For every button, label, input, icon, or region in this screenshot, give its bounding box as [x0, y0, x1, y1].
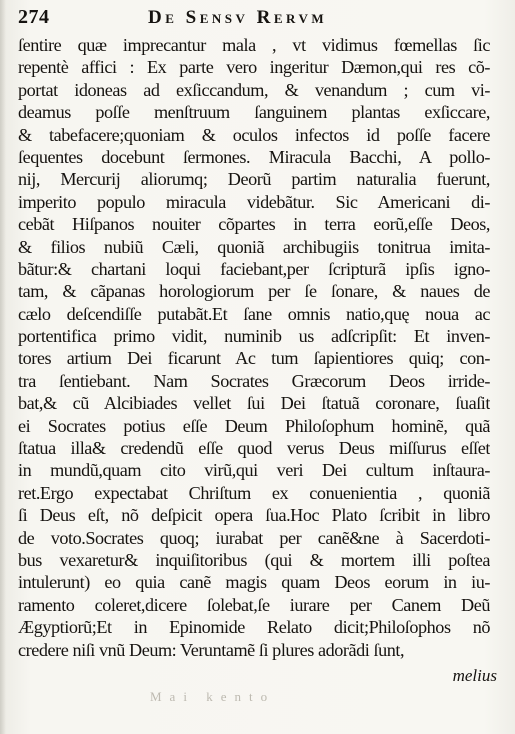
text-line: ſequentes docebunt ſermones. Miracula Bacchi, A pollo- — [18, 146, 490, 167]
running-head: De Sensv Rervm — [148, 7, 328, 28]
text-line: & filios nubiũ Cæli, quoniã archibugiis tonitrua imita- — [18, 236, 490, 257]
text-line: portat idoneas ad exſiccandum, & venandum ; cum vi- — [18, 79, 490, 100]
text-line: & tabefacere;quoniam & oculos infectos id poſſe facere — [18, 124, 490, 145]
text-line: credere niſi vnũ Deum: Veruntamẽ ſi plures adorãdi ſunt, — [18, 639, 405, 660]
text-line: cebãt Hiſpanos nouiter cõpartes in terra eorũ,eſſe Deos, — [18, 214, 490, 235]
text-line: imperito populo miracula videbãtur. Sic Americani di- — [18, 191, 490, 212]
body-text — [18, 34, 490, 661]
text-line: in mundũ,quam cito virũ,qui veri Dei cultum inſtaura- — [18, 460, 490, 481]
text-line: tores artium Dei ficarunt Ac tum ſapientiores quiq; con- — [18, 348, 490, 369]
text-line: portentifica primo vidit, numinib us adſcripſit: Et inven- — [18, 326, 490, 347]
catchword: melius — [452, 666, 497, 685]
page-number: 274 — [18, 6, 50, 28]
text-line: de voto.Socrates quoq; iurabat per canẽ&ne à Sacerdoti- — [18, 527, 490, 548]
show-through-text: Mai kento — [150, 689, 276, 704]
text-line: ret.Ergo expectabat Chriſtum ex conuenientia , quoniã — [18, 482, 490, 503]
text-line: bus vexaretur& inquiſitoribus (qui & mortem illi poſtea — [18, 549, 490, 570]
text-line: ſi Deus eſt, nõ deſpicit opera ſua.Hoc Plato ſcribit in libro — [18, 505, 490, 526]
text-line: cælo deſcendiſſe putabãt.Et ſane omnis natio,quę noua ac — [18, 303, 490, 324]
text-line: ramento coleret,dicere ſolebat,ſe iurare per Canem Deũ — [18, 594, 490, 615]
text-line: bãtur:& chartani loqui faciebant,per ſcripturã ipſis igno- — [18, 258, 490, 279]
text-line: tam, & cãpanas horologiorum per ſe ſonare, & naues de — [18, 281, 490, 302]
page-gutter-shadow — [0, 0, 6, 734]
text-line: ſentire quæ imprecantur mala , vt vidimus fœmellas ſic — [18, 35, 490, 55]
text-line: ſtatua illa& credendũ eſſe quod verus Deus miſſurus eſſet — [18, 438, 490, 459]
text-line: repentè affici : Ex parte vero ingeritur Dæmon,qui res cõ- — [18, 57, 490, 78]
text-line: ei Socrates potius eſſe Deum Philoſophum hominẽ, quã — [18, 415, 490, 436]
text-line: deamus poſſe menſtruum ſanguinem plantas exſiccare, — [18, 102, 490, 123]
page-header — [18, 6, 498, 32]
text-line: tra ſentiebant. Nam Socrates Græcorum Deos irride- — [18, 370, 490, 391]
text-line: bat,& cũ Alcibiades vellet ſui Dei ſtatuã coronare, ſuaſit — [18, 393, 490, 414]
text-line: intulerunt) eo quia canẽ magis quam Deos eorum in iu- — [18, 572, 490, 593]
text-line: nij, Mercurij aliorumq; Deorũ partim naturalia fuerunt, — [18, 169, 490, 190]
text-line: Ægyptiorũ;Et in Epinomide Relato dicit;Philoſophos nõ — [18, 617, 490, 638]
